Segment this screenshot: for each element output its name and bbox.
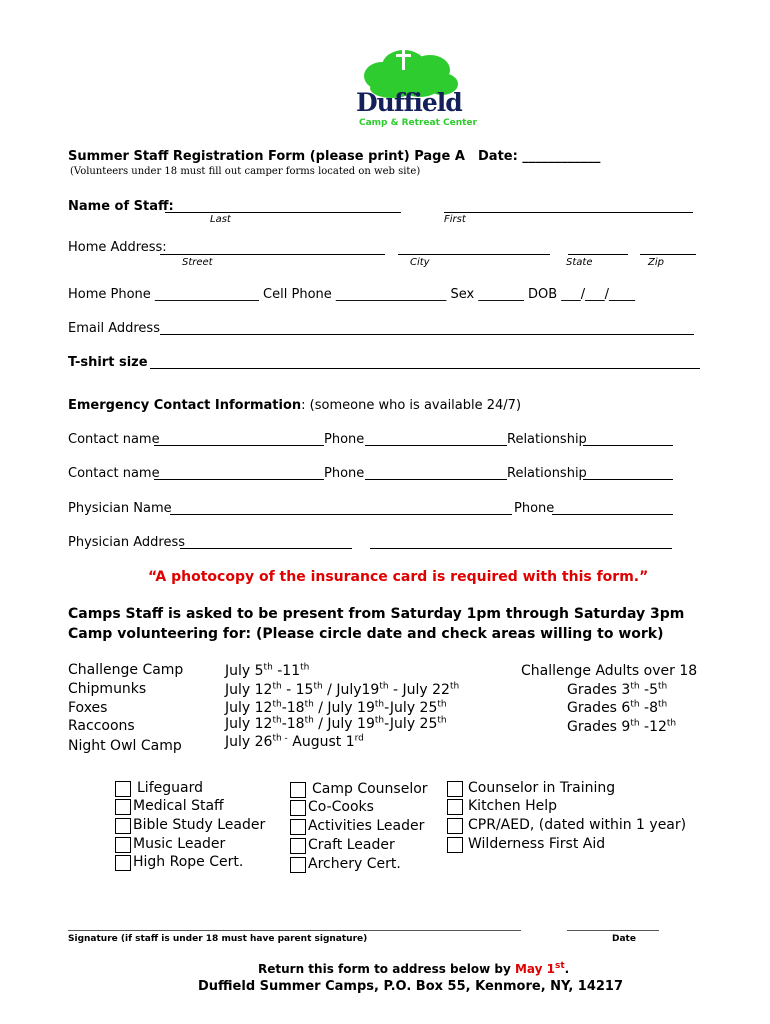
checkbox-archery[interactable] <box>290 857 306 873</box>
camp-date-night-owl[interactable]: July $26^{th -}$ August 1rd <box>225 733 364 750</box>
role-cit: Counselor in Training <box>468 780 616 796</box>
emergency-heading-text: Emergency Contact Information <box>68 398 302 413</box>
tshirt-field[interactable] <box>150 368 700 369</box>
camp-raccoons: Raccoons <box>68 718 135 734</box>
role-archery: Archery Cert. <box>308 856 401 872</box>
camp-challenge: Challenge Camp <box>68 662 184 678</box>
address-city-field[interactable] <box>398 254 550 255</box>
role-wilderness: Wilderness First Aid <box>468 836 606 852</box>
logo-tagline: Camp & Retreat Center <box>359 118 477 128</box>
volunteer-note: (Volunteers under 18 must fill out camper forms located on web site) <box>70 166 421 177</box>
name-first-field[interactable] <box>444 212 693 213</box>
name-first-sublabel: First <box>444 214 466 225</box>
role-cpr-aed: CPR/AED, (dated within 1 year) <box>468 817 687 833</box>
role-music-leader: Music Leader <box>133 836 226 852</box>
name-last-field[interactable] <box>165 212 401 213</box>
physician-phone-field[interactable] <box>552 514 673 515</box>
tshirt-label: T-shirt size <box>68 355 148 370</box>
checkbox-cit[interactable] <box>447 781 463 797</box>
checkbox-high-rope[interactable] <box>115 855 131 871</box>
role-craft-leader: Craft Leader <box>308 837 395 853</box>
contact-relationship-label: Relationship <box>507 432 587 447</box>
camp-date-foxes[interactable]: July 12th-18th / July 19th-July 25th <box>225 699 447 716</box>
role-kitchen-help: Kitchen Help <box>468 798 557 814</box>
checkbox-lifeguard[interactable] <box>115 781 131 797</box>
camp-date-challenge[interactable]: July 5th -11th <box>225 662 310 679</box>
return-date-sup: st <box>555 961 565 971</box>
role-activities-leader: Activities Leader <box>308 818 425 834</box>
checkbox-camp-counselor[interactable] <box>290 782 306 798</box>
address-zip-sublabel: Zip <box>648 257 664 268</box>
role-high-rope: High Rope Cert. <box>133 854 244 870</box>
physician-name-label: Physician Name <box>68 501 172 516</box>
camp-foxes: Foxes <box>68 700 108 716</box>
camp-night-owl: Night Owl Camp <box>68 738 182 754</box>
checkbox-co-cooks[interactable] <box>290 800 306 816</box>
signature-date-label: Date <box>612 934 636 944</box>
address-street-field[interactable] <box>160 254 385 255</box>
form-title: Summer Staff Registration Form (please print) Page A <box>68 149 465 164</box>
return-end: . <box>564 962 570 976</box>
insurance-note: “A photocopy of the insurance card is required with this form.” <box>148 569 649 585</box>
contact-phone-label: Phone <box>324 432 365 447</box>
checkbox-craft-leader[interactable] <box>290 838 306 854</box>
staff-heading-1: Camps Staff is asked to be present from Saturday 1pm through Saturday 3pm <box>68 606 685 622</box>
contact-name-field[interactable] <box>154 479 324 480</box>
contact-relationship-field[interactable] <box>583 445 673 446</box>
checkbox-activities-leader[interactable] <box>290 819 306 835</box>
adults-grades-6-8[interactable]: Grades 6th -8th <box>567 699 668 716</box>
contact-name-label: Contact name <box>68 466 160 481</box>
adults-title: Challenge Adults over 18 <box>521 663 698 679</box>
name-last-sublabel: Last <box>210 214 231 225</box>
address-state-sublabel: State <box>566 257 593 268</box>
role-lifeguard: Lifeguard <box>137 780 203 796</box>
physician-address-field-2[interactable] <box>370 548 672 549</box>
address-city-sublabel: City <box>410 257 430 268</box>
contact-relationship-label: Relationship <box>507 466 587 481</box>
signature-date-field[interactable] <box>567 930 659 931</box>
address-label: Home Address: <box>68 240 167 255</box>
email-field[interactable] <box>160 334 694 335</box>
name-label: Name of Staff: <box>68 199 174 214</box>
checkbox-cpr-aed[interactable] <box>447 818 463 834</box>
address-zip-field[interactable] <box>640 254 696 255</box>
return-instruction <box>258 962 569 976</box>
email-label: Email Address <box>68 321 160 336</box>
return-date: May 1 <box>514 962 555 976</box>
logo-name: Duffield <box>356 88 462 117</box>
contact-name-field[interactable] <box>154 445 324 446</box>
contact-name-label: Contact name <box>68 432 160 447</box>
adults-grades-9-12[interactable]: Grades 9th -12th <box>567 718 677 735</box>
address-state-field[interactable] <box>568 254 628 255</box>
signature-label: Signature (if staff is under 18 must have parent signature) <box>68 934 368 944</box>
phone-sex-dob-line[interactable]: Home Phone ________________ Cell Phone _________________ Sex _______ DOB ___/___/____ <box>68 287 636 302</box>
physician-phone-label: Phone <box>514 501 555 516</box>
physician-address-field[interactable] <box>180 548 352 549</box>
contact-phone-label: Phone <box>324 466 365 481</box>
camp-date-chipmunks[interactable]: July 12th - 15th / July19th - July 22th <box>225 681 460 698</box>
physician-name-field[interactable] <box>170 514 512 515</box>
staff-heading-2: Camp volunteering for: (Please circle date and check areas willing to work) <box>68 626 664 642</box>
role-co-cooks: Co-Cooks <box>308 799 374 815</box>
role-medical-staff: Medical Staff <box>133 798 224 814</box>
return-text: Return this form to address below by <box>258 962 515 976</box>
role-bible-study: Bible Study Leader <box>133 817 266 833</box>
contact-relationship-field[interactable] <box>583 479 673 480</box>
role-camp-counselor: Camp Counselor <box>312 781 428 797</box>
emergency-heading-note: : (someone who is available 24/7) <box>301 398 522 413</box>
footer-address: Duffield Summer Camps, P.O. Box 55, Kenmore, NY, 14217 <box>198 979 624 994</box>
signature-field[interactable] <box>68 930 521 931</box>
contact-phone-field[interactable] <box>365 479 507 480</box>
checkbox-bible-study[interactable] <box>115 818 131 834</box>
checkbox-kitchen-help[interactable] <box>447 799 463 815</box>
address-street-sublabel: Street <box>182 257 213 268</box>
camp-chipmunks: Chipmunks <box>68 681 147 697</box>
checkbox-music-leader[interactable] <box>115 837 131 853</box>
checkbox-medical-staff[interactable] <box>115 799 131 815</box>
camp-date-raccoons[interactable]: July 12th-18th / July 19th-July 25th <box>225 715 447 732</box>
checkbox-wilderness[interactable] <box>447 837 463 853</box>
physician-address-label: Physician Address <box>68 535 186 550</box>
adults-grades-3-5[interactable]: Grades 3th -5th <box>567 681 668 698</box>
date-field[interactable]: Date: ____________ <box>478 149 601 164</box>
contact-phone-field[interactable] <box>365 445 507 446</box>
emergency-heading <box>68 398 521 413</box>
